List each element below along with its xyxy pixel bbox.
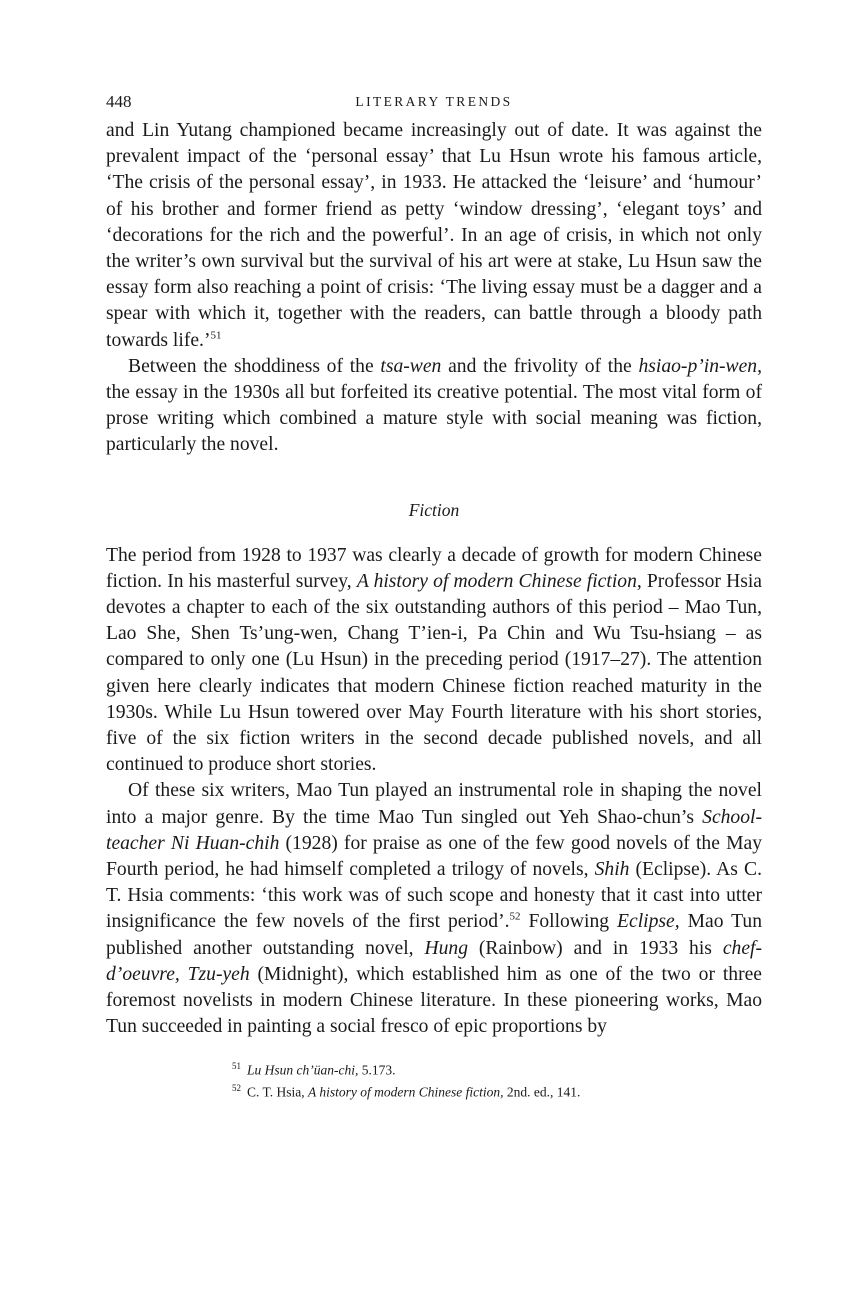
text-run: Of these six writers, Mao Tun played an instrumental role in shaping the novel into a major genre. By the time Mao Tun singled out Yeh Shao-chun’s bbox=[106, 780, 762, 828]
running-title: LITERARY TRENDS bbox=[355, 94, 513, 109]
footnote bbox=[232, 1079, 762, 1102]
paragraph-mao-tun bbox=[106, 778, 762, 1040]
page-number: 448 bbox=[106, 92, 132, 111]
text-run: the essay in the 1930s all but forfeited its creative potential. The most vital form of prose writing which combined a mature style with social meaning was fiction, particularly the novel. bbox=[106, 382, 762, 456]
text-run: Professor Hsia devotes a chapter to each of the six outstanding authors of this period – Mao Tun, Lao She, Shen Ts’ung-wen, Chang T’ien-i, Pa Chin and Wu Tsu-hsiang – as compared to only one (Lu Hsun) in the preceding period (1917–27). The attention given here clearly indicates that modern Chinese fiction reached maturity in the 1930s. While Lu Hsun towered over May Fourth literature with his short stories, five of the six fiction writers in the second decade published novels, and all continued to produce short stories. bbox=[106, 570, 762, 776]
paragraph-fiction-growth bbox=[106, 543, 762, 779]
italic-title: Hung bbox=[424, 937, 468, 959]
italic-title: A history of modern Chinese fiction, bbox=[356, 570, 642, 592]
text-run: (Midnight), which established him as one of the two or three foremost novelists in modern Chinese literature. In these pioneering works, Mao Tun succeeded in painting a social fresco of epic proportions by bbox=[106, 963, 762, 1038]
paragraph-essay-crisis bbox=[106, 118, 762, 354]
footnote bbox=[232, 1057, 762, 1080]
text-run: and Lin Yutang championed became increasingly out of date. It was against the prevalent impact of the ‘personal essay’ that Lu Hsun wrote his famous article, ‘The crisis of the personal essay’, in 1933. He attacked the ‘leisure’ and ‘humour’ of his brother and former friend as petty ‘window dressing’, ‘elegant toys’ and ‘decorations for the rich and the powerful’. In an age of crisis, in which not only the writer’s own survival but the survival of his art were at stake, Lu Hsun saw the essay form also reaching a point of crisis: ‘The living essay must be a dagger and a spear with which it, together with the readers, can battle through a bloody path towards life.’ bbox=[106, 120, 762, 351]
text-run: (Eclipse). As C. T. Hsia comments: ‘this work was of such scope and honesty that it cast into utter insignificance the few novels of the first period’. bbox=[106, 859, 762, 933]
paragraph-essay-forfeit bbox=[106, 354, 762, 459]
footnote-marker: 52 bbox=[232, 1083, 241, 1093]
text-run: Between the shoddiness of the bbox=[128, 355, 381, 377]
footnote-title: Lu Hsun ch’üan-chi, bbox=[247, 1062, 359, 1077]
footnote-ref-52: 52 bbox=[509, 910, 521, 923]
footnote-text: 5.173. bbox=[358, 1062, 396, 1077]
footnote-ref-51: 51 bbox=[210, 329, 222, 342]
section-heading: Fiction bbox=[408, 499, 460, 520]
text-run: (Rainbow) and in 1933 his bbox=[468, 937, 723, 959]
book-page bbox=[106, 88, 762, 1102]
text-run: The period from 1928 to 1937 was clearly a decade of growth for modern Chinese fiction. In his masterful survey, bbox=[106, 544, 762, 592]
italic-title: Eclipse, bbox=[617, 911, 680, 933]
italic-term: tsa-wen bbox=[380, 355, 442, 377]
text-run: (1928) for praise as one of the few good novels of the May Fourth period, he had himself completed a trilogy of novels, bbox=[106, 832, 762, 881]
footnote-marker: 51 bbox=[232, 1060, 241, 1071]
italic-title: School-teacher Ni Huan-chih bbox=[106, 806, 762, 854]
text-run: Mao Tun published another outstanding novel, bbox=[106, 911, 762, 959]
footnotes bbox=[232, 1057, 762, 1102]
footnote-title: A history of modern Chinese fiction, bbox=[308, 1084, 504, 1100]
text-run: and the frivolity of the bbox=[441, 355, 639, 377]
italic-title: chef-d’oeuvre, Tzu-yeh bbox=[106, 937, 763, 985]
running-head bbox=[106, 88, 762, 118]
text-run: Following bbox=[520, 911, 618, 933]
footnote-text: C. T. Hsia, bbox=[247, 1084, 309, 1100]
italic-term: hsiao-p’in-wen, bbox=[638, 355, 762, 377]
footnote-text: 2nd. ed., 141. bbox=[503, 1084, 581, 1100]
italic-title: Shih bbox=[594, 859, 630, 881]
